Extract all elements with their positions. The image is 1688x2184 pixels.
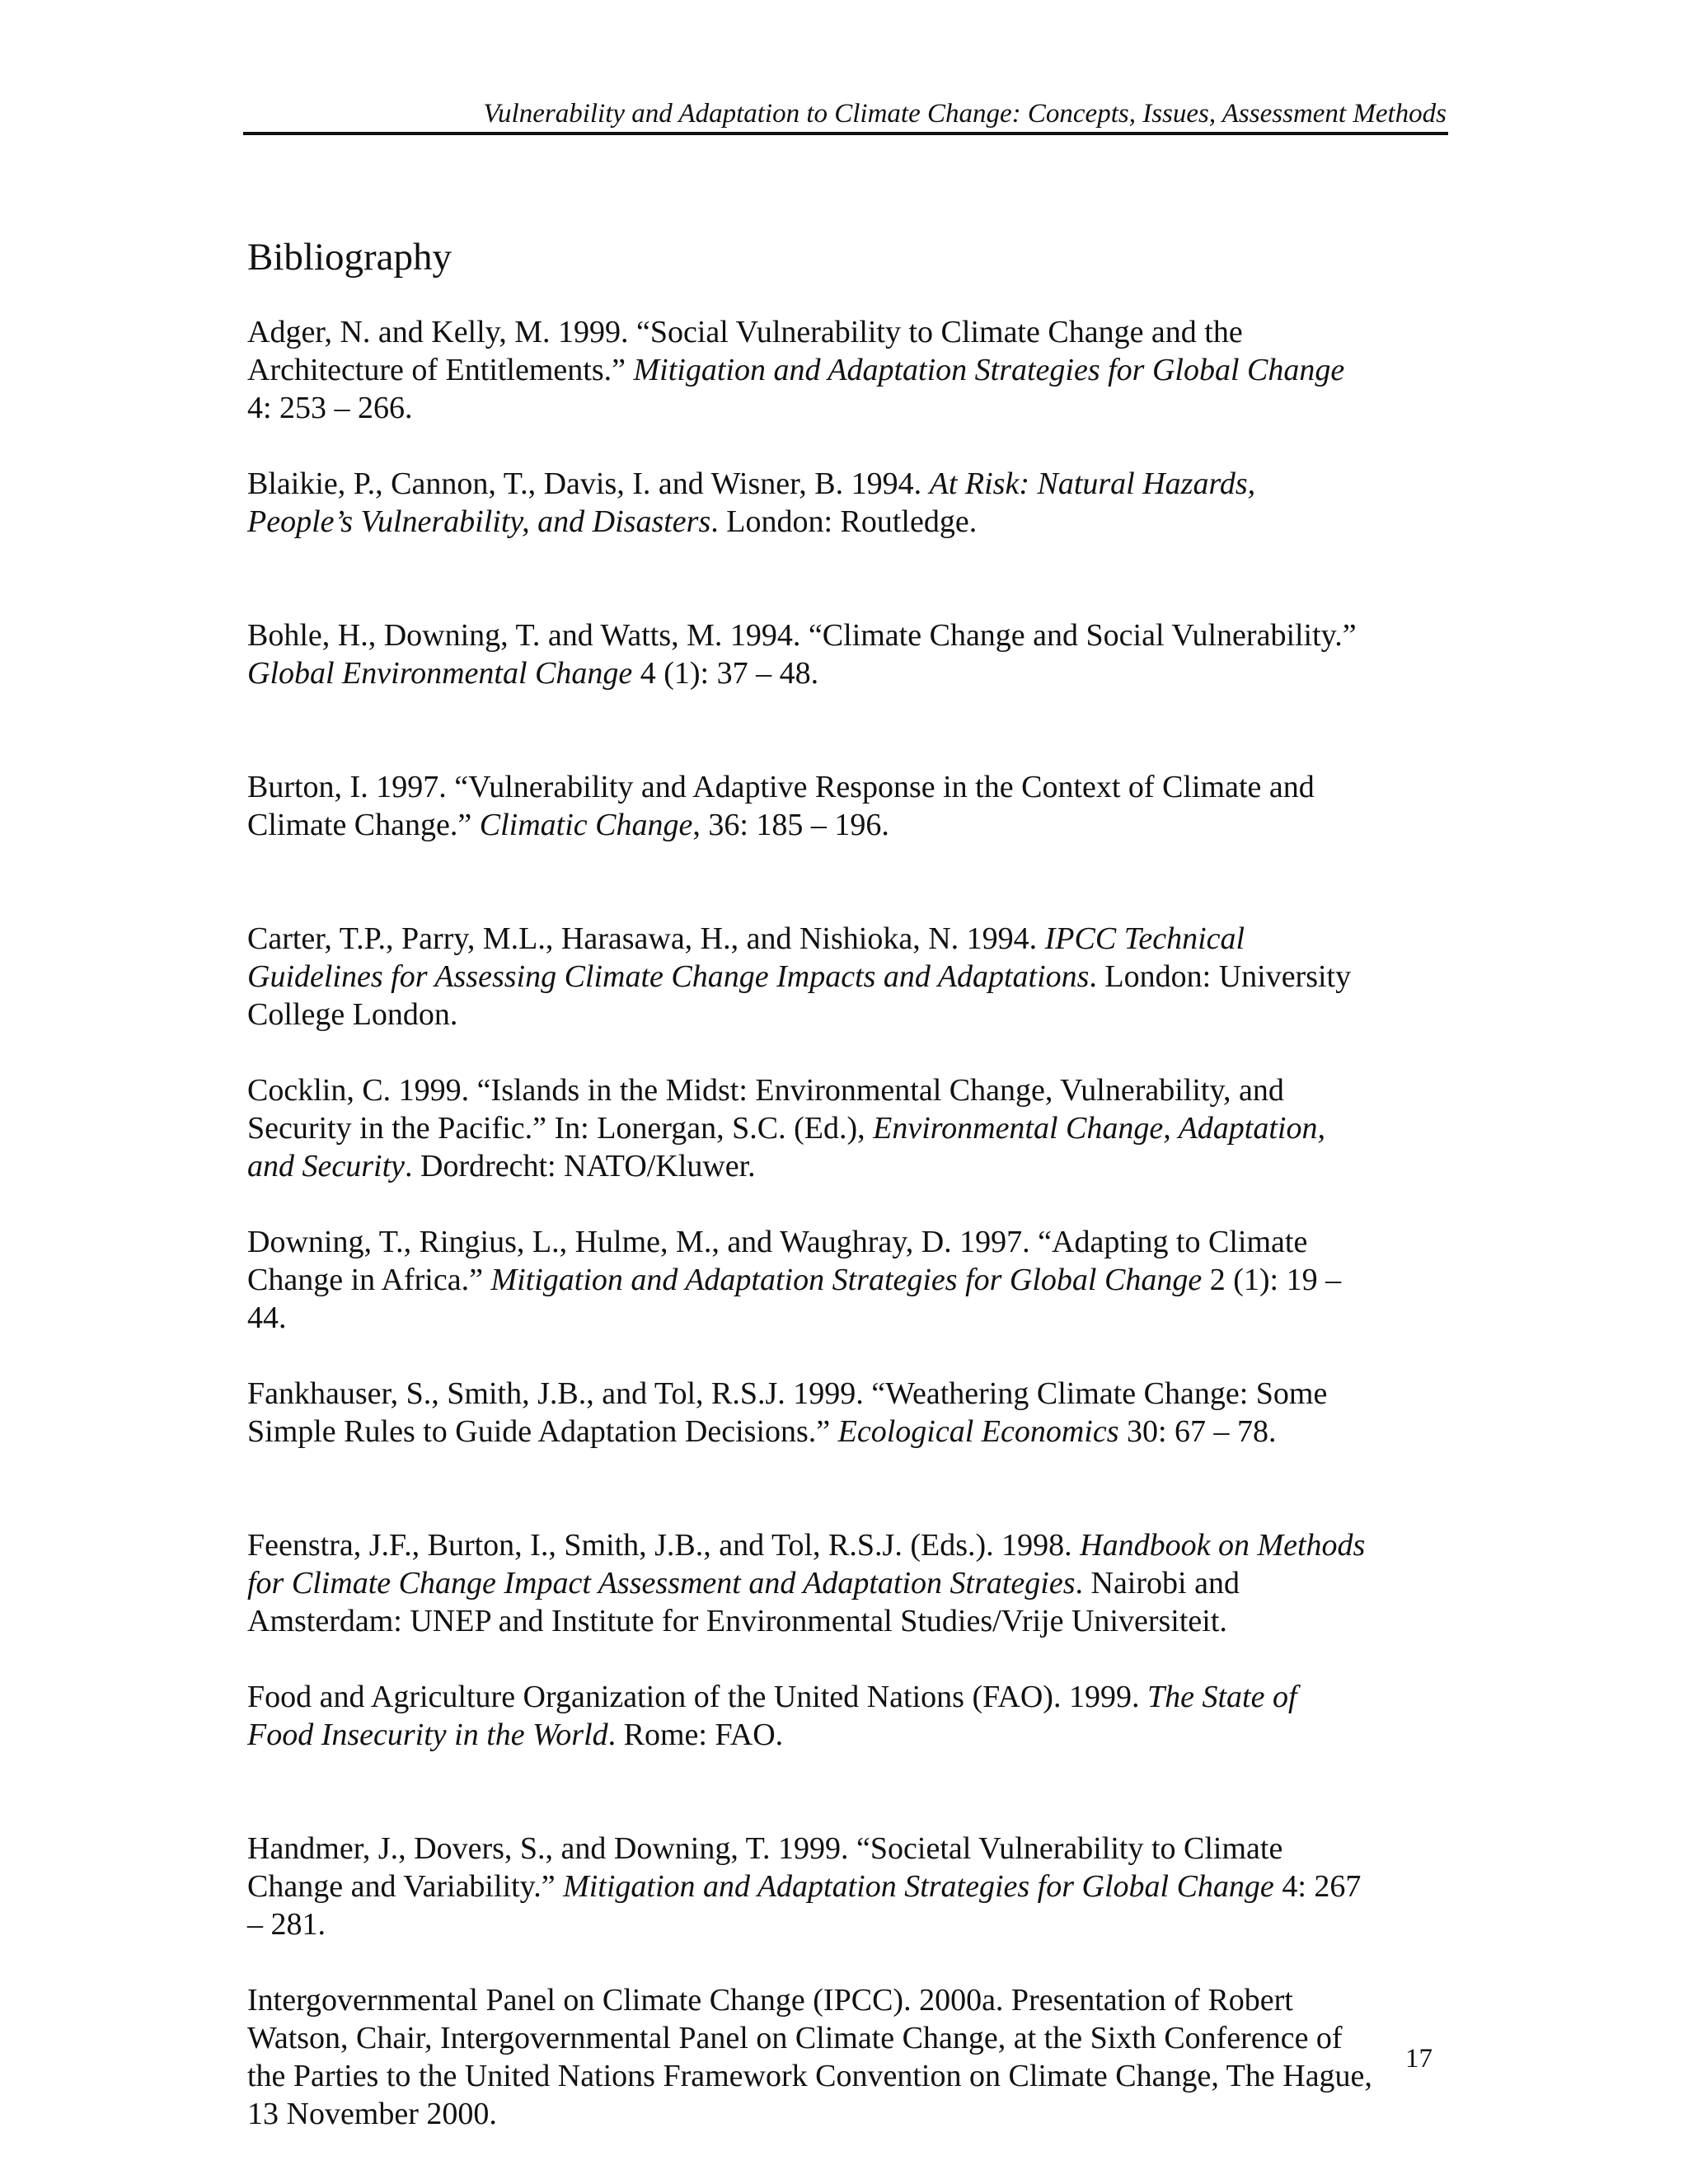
entry-line xyxy=(247,1830,1459,1868)
entry-source-title: Food Insecurity in the World xyxy=(247,1718,608,1752)
bibliography-entry-fankhauser xyxy=(247,1375,1459,1488)
entry-line xyxy=(247,1299,1459,1337)
entry-line xyxy=(247,1109,1459,1147)
entry-line xyxy=(247,616,1459,654)
entry-text: . Rome: FAO. xyxy=(607,1718,784,1752)
entry-text: Architecture of Entitlements.” xyxy=(247,353,634,387)
entry-source-title: Global Environmental Change xyxy=(247,656,633,691)
header-rule xyxy=(243,132,1448,135)
bibliography-entry-burton xyxy=(247,768,1459,882)
bibliography-list xyxy=(247,313,1459,2133)
bibliography-entry-ipcc xyxy=(247,1981,1459,2131)
bibliography-entry-feenstra xyxy=(247,1526,1459,1640)
entry-line xyxy=(247,1716,1459,1754)
entry-line xyxy=(247,1678,1459,1716)
entry-line xyxy=(247,1868,1459,1905)
entry-line xyxy=(247,920,1459,958)
bibliography-entry-bohle xyxy=(247,616,1459,730)
entry-line xyxy=(247,1413,1459,1451)
bibliography-entry-carter xyxy=(247,920,1459,1033)
entry-text: Food and Agriculture Organization of the United Nations (FAO). 1999. xyxy=(247,1680,1147,1714)
entry-text: 2 (1): 19 – xyxy=(1202,1263,1342,1297)
entry-line xyxy=(247,1147,1459,1185)
running-header: Vulnerability and Adaptation to Climate Change: Concepts, Issues, Assessment Methods xyxy=(483,99,1447,129)
entry-line xyxy=(247,1071,1459,1109)
entry-text: Bohle, H., Downing, T. and Watts, M. 1994. “Climate Change and Social Vulnerability.” xyxy=(247,618,1357,653)
entry-line xyxy=(247,2095,1459,2133)
entry-text: 4 (1): 37 – 48. xyxy=(632,656,819,691)
entry-text: 30: 67 – 78. xyxy=(1118,1414,1277,1449)
bibliography-entry-fao xyxy=(247,1678,1459,1792)
entry-line xyxy=(247,1981,1459,2019)
entry-source-title: and Security xyxy=(247,1149,406,1183)
entry-text: Security in the Pacific.” In: Lonergan, S.C. (Ed.), xyxy=(247,1111,874,1146)
entry-text: Intergovernmental Panel on Climate Change (IPCC). 2000a. Presentation of Robert xyxy=(247,1983,1293,2018)
entry-source-title: Handbook on Methods xyxy=(1080,1528,1366,1563)
entry-source-title: Environmental Change, Adaptation, xyxy=(873,1111,1325,1146)
entry-line xyxy=(247,806,1459,844)
entry-text: . Nairobi and xyxy=(1075,1566,1240,1601)
entry-line xyxy=(247,1602,1459,1640)
entry-text: . Dordrecht: NATO/Kluwer. xyxy=(405,1149,756,1183)
entry-text: Carter, T.P., Parry, M.L., Harasawa, H., and Nishioka, N. 1994. xyxy=(247,921,1045,956)
entry-text: Downing, T., Ringius, L., Hulme, M., and Waughray, D. 1997. “Adapting to Climate xyxy=(247,1225,1308,1259)
entry-text: Fankhauser, S., Smith, J.B., and Tol, R.S.J. 1999. “Weathering Climate Change: Some xyxy=(247,1376,1328,1411)
entry-line xyxy=(247,2057,1459,2095)
entry-text: Watson, Chair, Intergovernmental Panel on Climate Change, at the Sixth Conference of xyxy=(247,2021,1343,2055)
entry-text: Burton, I. 1997. “Vulnerability and Adaptive Response in the Context of Climate and xyxy=(247,770,1315,804)
entry-source-title: Climatic Change xyxy=(479,808,693,842)
bibliography-entry-blaikie xyxy=(247,465,1459,579)
entry-source-title: People’s Vulnerability, and Disasters xyxy=(247,504,711,539)
entry-text: Change and Variability.” xyxy=(247,1869,564,1904)
entry-text: – 281. xyxy=(247,1907,326,1942)
entry-source-title: Mitigation and Adaptation Strategies for Global Change xyxy=(633,353,1345,387)
bibliography-entry-cocklin xyxy=(247,1071,1459,1185)
entry-text: 4: 253 – 266. xyxy=(247,391,413,425)
entry-text: Cocklin, C. 1999. “Islands in the Midst: Environmental Change, Vulnerability, and xyxy=(247,1073,1284,1108)
entry-line xyxy=(247,1564,1459,1602)
entry-line xyxy=(247,958,1459,996)
page-title: Bibliography xyxy=(247,236,452,279)
bibliography-entry-downing xyxy=(247,1223,1459,1337)
entry-line xyxy=(247,1261,1459,1299)
entry-line xyxy=(247,465,1459,503)
entry-text: , 36: 185 – 196. xyxy=(692,808,889,842)
bibliography-entry-adger xyxy=(247,313,1459,427)
entry-text: Simple Rules to Guide Adaptation Decisions.” xyxy=(247,1414,838,1449)
entry-source-title: Ecological Economics xyxy=(837,1414,1119,1449)
entry-line xyxy=(247,996,1459,1033)
entry-source-title: Mitigation and Adaptation Strategies for Global Change xyxy=(563,1869,1274,1904)
entry-line xyxy=(247,313,1459,351)
entry-text: College London. xyxy=(247,997,458,1032)
entry-source-title: Mitigation and Adaptation Strategies for Global Change xyxy=(490,1263,1203,1297)
entry-source-title: The State of xyxy=(1146,1680,1297,1714)
entry-line xyxy=(247,389,1459,427)
entry-text: 13 November 2000. xyxy=(247,2097,497,2131)
entry-line xyxy=(247,1905,1459,1943)
page-number: 17 xyxy=(1405,2044,1432,2074)
entry-source-title: Guidelines for Assessing Climate Change Impacts and Adaptations xyxy=(247,959,1090,994)
entry-text: Climate Change.” xyxy=(247,808,480,842)
bibliography-entry-handmer xyxy=(247,1830,1459,1943)
entry-source-title: IPCC Technical xyxy=(1044,921,1245,956)
entry-text: 44. xyxy=(247,1301,287,1335)
entry-text: Adger, N. and Kelly, M. 1999. “Social Vulnerability to Climate Change and the xyxy=(247,315,1243,349)
entry-line xyxy=(247,654,1459,692)
entry-line xyxy=(247,1223,1459,1261)
entry-text: Blaikie, P., Cannon, T., Davis, I. and Wisner, B. 1994. xyxy=(247,466,930,501)
entry-text: . London: Routledge. xyxy=(710,504,978,539)
entry-text: . London: University xyxy=(1089,959,1352,994)
entry-source-title: for Climate Change Impact Assessment and Adaptation Strategies xyxy=(247,1566,1076,1601)
entry-line xyxy=(247,503,1459,541)
entry-text: Feenstra, J.F., Burton, I., Smith, J.B., and Tol, R.S.J. (Eds.). 1998. xyxy=(247,1528,1081,1563)
entry-source-title: At Risk: Natural Hazards, xyxy=(929,466,1256,501)
entry-text: Amsterdam: UNEP and Institute for Environmental Studies/Vrije Universiteit. xyxy=(247,1604,1227,1638)
entry-line xyxy=(247,351,1459,389)
entry-text: 4: 267 xyxy=(1273,1869,1362,1904)
entry-text: Change in Africa.” xyxy=(247,1263,491,1297)
entry-text: Handmer, J., Dovers, S., and Downing, T. 1999. “Societal Vulnerability to Climate xyxy=(247,1831,1283,1866)
entry-text: the Parties to the United Nations Framework Convention on Climate Change, The Hague, xyxy=(247,2059,1372,2093)
entry-line xyxy=(247,2019,1459,2057)
entry-line xyxy=(247,1526,1459,1564)
entry-line xyxy=(247,768,1459,806)
entry-line xyxy=(247,1375,1459,1413)
